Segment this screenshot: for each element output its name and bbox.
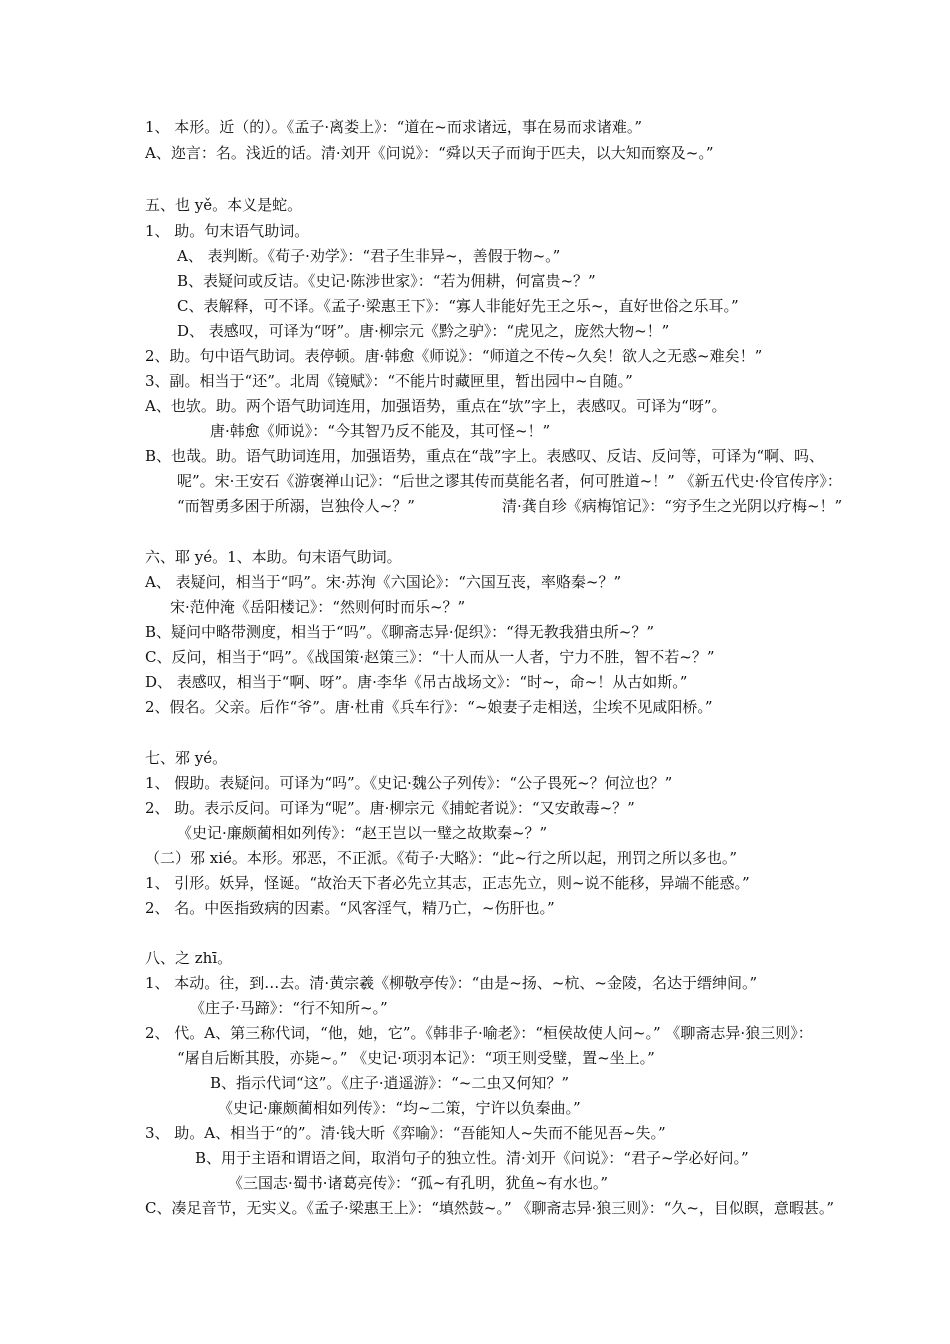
text-line: 1、 本形。近（的）。《孟子·离娄上》：“道在~而求诸远，事在易而求诸难。” [145, 118, 642, 136]
text-line: A、也欤。助。两个语气助词连用，加强语势，重点在“欤”字上，表感叹。可译为“呀”。 [145, 397, 727, 415]
text-line: 3、副。相当于“还”。北周《镜赋》：“不能片时藏匣里，暂出园中~自随。” [145, 372, 633, 390]
text-line: “屠自后断其股，亦毙~。” 《史记·项羽本记》：“项王则受璧，置~坐上。” [177, 1049, 655, 1067]
text-line: 2、 助。表示反问。可译为“呢”。唐·柳宗元《捕蛇者说》：“又安敢毒~？” [145, 799, 635, 817]
text-line: C、反问，相当于“吗”。《战国策·赵策三》：“十人而从一人者，宁力不胜，智不若~？” [145, 648, 715, 666]
text-line: A、迩言：名。浅近的话。清·刘开《问说》：“舜以天子而询于匹夫，以大知而察及~。” [145, 144, 714, 162]
section-heading: 五、也 yě。本义是蛇。 [145, 196, 303, 214]
text-line: A、 表判断。《荀子·劝学》：“君子生非异~，善假于物~。” [177, 247, 561, 265]
text-line: 呢”。宋·王安石《游褒禅山记》：“后世之谬其传而莫能名者，何可胜道~！” 《新五代史·伶官传序》： [177, 472, 842, 490]
section-heading: 六、耶 yé。1、本助。句末语气助词。 [145, 548, 402, 566]
section-heading: 七、邪 yé。 [145, 749, 228, 767]
text-line: D、 表感叹，相当于“啊、呀”。唐·李华《吊古战场文》：“时~，命~！从古如斯。” [145, 673, 688, 691]
text-line: B、表疑问或反诘。《史记·陈涉世家》：“若为佣耕，何富贵~？” [177, 272, 596, 290]
text-line: 3、 助。A、相当于“的”。清·钱大昕《弈喻》：“吾能知人~失而不能见吾~失。” [145, 1124, 666, 1142]
text-line: 《庄子·马蹄》：“行不知所~。” [190, 999, 388, 1017]
text-line: C、凑足音节，无实义。《孟子·梁惠王上》：“填然鼓~。” 《聊斋志异·狼三则》：“久~，目似瞑，意暇甚。” [145, 1199, 835, 1217]
text-line: B、指示代词“这”。《庄子·逍遥游》：“~二虫又何知？” [210, 1074, 570, 1092]
text-line: 《史记·廉颇蔺相如列传》：“均~二策，宁许以负秦曲。” [218, 1099, 581, 1117]
text-line: 1、 引形。妖异，怪诞。“故治天下者必先立其志，正志先立，则~说不能移，异端不能惑。” [145, 874, 750, 892]
text-line: 1、 助。句末语气助词。 [145, 222, 310, 240]
text-line: 清·龚自珍《病梅馆记》：“穷予生之光阴以疗梅~！” [502, 497, 843, 515]
text-line: B、疑问中略带测度，相当于“吗”。《聊斋志异·促织》：“得无教我猎虫所~？” [145, 623, 655, 641]
text-line: 1、 假助。表疑问。可译为“吗”。《史记·魏公子列传》：“公子畏死~？何泣也？” [145, 774, 673, 792]
text-line: 《三国志·蜀书·诸葛亮传》：“孤~有孔明，犹鱼~有水也。” [228, 1174, 609, 1192]
section-heading: 八、之 zhī。 [145, 949, 233, 967]
text-line: （二）邪 xié。本形。邪恶，不正派。《荀子·大略》：“此~行之所以起，刑罚之所以多也。” [145, 849, 738, 867]
text-line: 2、假名。父亲。后作“爷”。唐·杜甫《兵车行》：“~娘妻子走相送，尘埃不见咸阳桥。” [145, 698, 713, 716]
text-line: 宋·范仲淹《岳阳楼记》：“然则何时而乐~？” [170, 598, 466, 616]
text-line: 2、 名。中医指致病的因素。“风客淫气，精乃亡，~伤肝也。” [145, 899, 555, 917]
text-line: 唐·韩愈《师说》：“今其智乃反不能及，其可怪~！” [210, 422, 551, 440]
text-line: B、也哉。助。语气助词连用，加强语势，重点在“哉”字上。表感叹、反诘、反问等，可译为“啊、吗、 [145, 447, 825, 465]
text-line: 《史记·廉颇蔺相如列传》：“赵王岂以一璧之故欺秦~？” [177, 824, 548, 842]
text-line: “而智勇多困于所溺，岂独伶人~？” [177, 497, 415, 515]
text-line: 1、 本动。往，到…去。清·黄宗羲《柳敬亭传》：“由是~扬、~杭、~金陵，名达于缙绅间。” [145, 974, 758, 992]
text-line: C、表解释，可不译。《孟子·梁惠王下》：“寡人非能好先王之乐~，直好世俗之乐耳。” [177, 297, 739, 315]
text-line: A、 表疑问，相当于“吗”。宋·苏洵《六国论》：“六国互丧，率赂秦~？” [145, 573, 622, 591]
text-line: 2、助。句中语气助词。表停顿。唐·韩愈《师说》：“师道之不传~久矣！欲人之无惑~难矣！” [145, 347, 763, 365]
text-line: B、用于主语和谓语之间，取消句子的独立性。清·刘开《问说》：“君子~学必好问。” [195, 1149, 749, 1167]
text-line: 2、 代。A、第三称代词，“他，她，它”。《韩非子·喻老》：“桓侯故使人问~。” 《聊斋志异·狼三则》： [145, 1024, 813, 1042]
text-line: D、 表感叹，可译为“呀”。唐·柳宗元《黔之驴》：“虎见之，庞然大物~！” [177, 322, 670, 340]
